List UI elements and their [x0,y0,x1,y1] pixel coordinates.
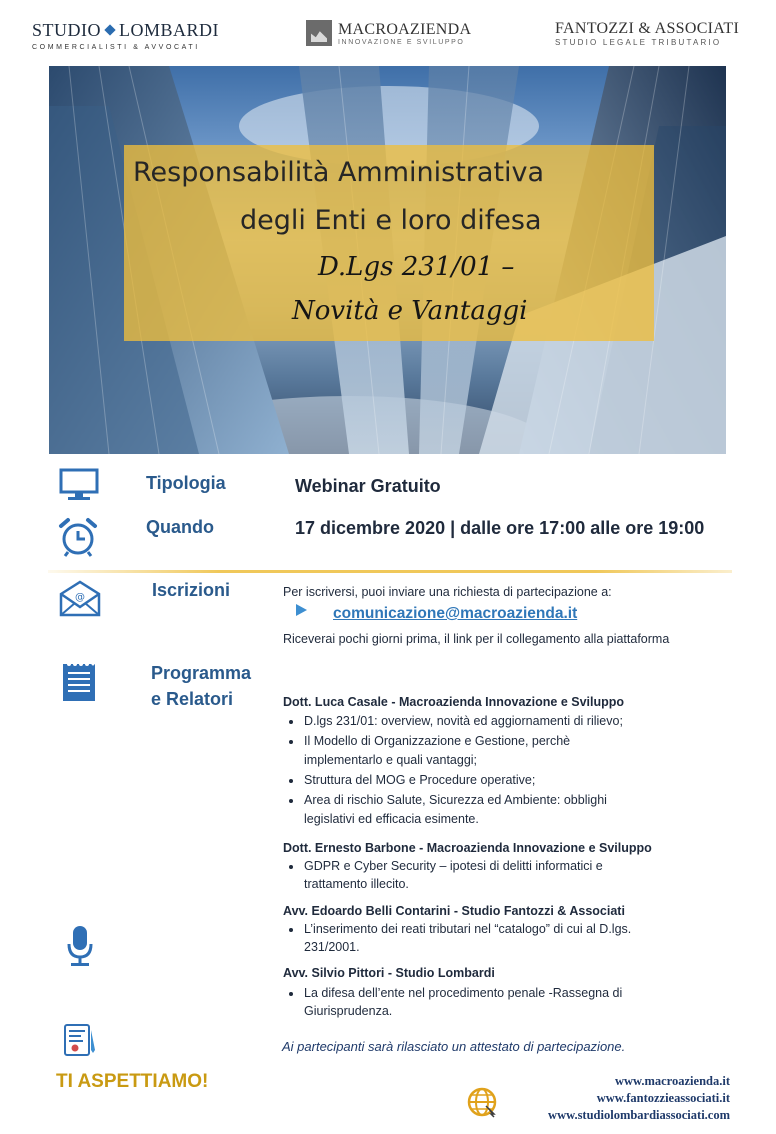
arrow-right-icon [296,604,307,616]
cta-text: TI ASPETTIAMO! [56,1071,209,1092]
topic-item-continued: 231/2001. [304,940,360,954]
page-title-line1: Responsabilità Amministrativa [133,157,545,188]
fantozzi-tagline: STUDIO LEGALE TRIBUTARIO [555,38,722,47]
logo-macroazienda [306,20,471,46]
certificate-icon [62,1022,98,1058]
lombardi-name-left: STUDIO [32,20,101,40]
microphone-icon [66,924,94,968]
speaker-topics [283,771,607,810]
lombardi-name-right: LOMBARDI [119,20,220,40]
alarm-clock-icon [58,517,98,557]
speaker-topics [283,857,603,877]
speaker-name: Avv. Edoardo Belli Contarini - Studio Fantozzi & Associati [283,904,625,918]
envelope-icon [58,580,102,618]
speaker-name: Dott. Luca Casale - Macroazienda Innovazione e Sviluppo [283,695,625,709]
page-subtitle-line2: Novità e Vantaggi [292,296,528,326]
iscrizioni-label: Iscrizioni [152,580,231,600]
lombardi-tagline: COMMERCIALISTI & AVVOCATI [32,44,200,51]
iscrizioni-intro: Per iscriversi, puoi inviare una richiesta di partecipazione a: [283,585,612,599]
topic-item-continued: legislativi ed efficacia esimente. [304,812,479,826]
topic-item: La difesa dell’ente nel procedimento penale -Rassegna di [283,984,622,1004]
page-title-line2: degli Enti e loro difesa [240,205,542,236]
logo-fantozzi-associati [555,20,739,47]
monitor-icon [59,468,99,502]
programma-label-line2: e Relatori [151,689,234,709]
websites-list [548,1073,730,1124]
iscrizioni-note: Riceverai pochi giorni prima, il link per il collegamento alla piattaforma [283,632,670,646]
topic-item: Area di rischio Salute, Sicurezza ed Ambiente: obblighi [283,791,607,811]
tipologia-value: Webinar Gratuito [295,476,441,496]
topic-item: Struttura del MOG e Procedure operative; [283,771,607,791]
macroazienda-name: MACROAZIENDA [338,20,472,38]
logo-studio-lombardi [32,20,222,51]
svg-text:@: @ [75,592,85,603]
section-divider [48,570,732,573]
quando-label: Quando [146,517,214,537]
topic-item: L’inserimento dei reati tributari nel “catalogo” di cui al D.lgs. [283,920,631,940]
topic-item: Il Modello di Organizzazione e Gestione, perchè [283,732,623,752]
macroazienda-tagline: INNOVAZIONE E SVILUPPO [338,38,465,46]
quando-value: 17 dicembre 2020 | dalle ore 17:00 alle ore 19:00 [295,518,705,538]
globe-icon [466,1086,498,1118]
speaker-name: Avv. Silvio Pittori - Studio Lombardi [283,966,495,980]
topic-item-continued: trattamento illecito. [304,877,409,891]
attestato-note: Ai partecipanti sarà rilasciato un attestato di partecipazione. [282,1039,626,1054]
speaker-topics [283,712,623,751]
programma-label-line1: Programma [151,663,252,683]
speaker-topics [283,920,631,940]
website-link[interactable]: www.macroazienda.it [614,1074,730,1088]
tipologia-label: Tipologia [146,473,226,493]
fantozzi-name: FANTOZZI & ASSOCIATI [555,20,740,37]
diamond-icon [104,24,115,35]
macroazienda-mark-icon [306,20,332,46]
website-link[interactable]: www.fantozzieassociati.it [596,1091,730,1105]
topic-item-continued: Giurisprudenza. [304,1004,393,1018]
topic-item: GDPR e Cyber Security – ipotesi di delitti informatici e [283,857,603,877]
topic-item-continued: implementarlo e quali vantaggi; [304,753,478,767]
speaker-name: Dott. Ernesto Barbone - Macroazienda Innovazione e Sviluppo [283,841,652,855]
page-subtitle-line1: D.Lgs 231/01 – [318,252,515,282]
notepad-icon [60,659,98,703]
website-link[interactable]: www.studiolombardiassociati.com [548,1108,730,1122]
speaker-topics [283,984,622,1004]
topic-item: D.lgs 231/01: overview, novità ed aggiornamenti di rilievo; [283,712,623,732]
email-link[interactable]: comunicazione@macroazienda.it [333,605,578,622]
